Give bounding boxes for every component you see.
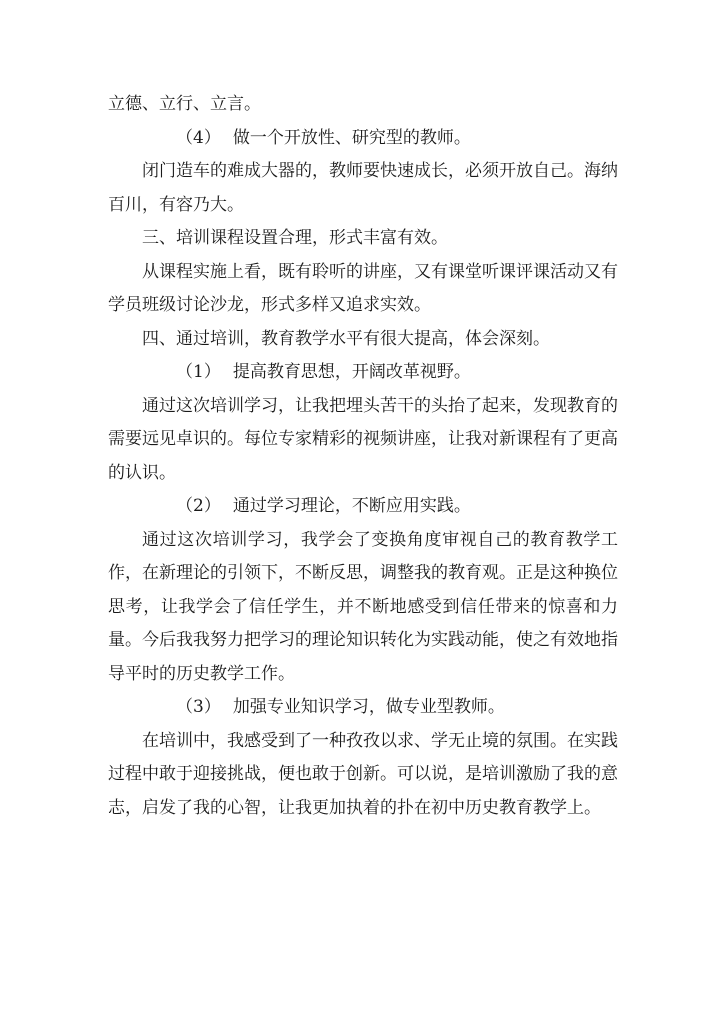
- item-number: （1）: [176, 362, 221, 382]
- section-heading-3: 三、培训课程设置合理，形式丰富有效。: [142, 228, 448, 248]
- item-text: 提高教育思想，开阔改革视野。: [232, 362, 471, 382]
- section-heading-4: 四、通过培训，教育教学水平有很大提高，体会深刻。: [142, 328, 550, 349]
- document-body: [108, 88, 618, 825]
- item-number: （3）: [176, 697, 221, 717]
- item-number: （4）: [176, 127, 221, 148]
- body-paragraph: 在培训中，我感受到了一种孜孜以求、学无止境的氛围。在实践过程中敢于迎接挑战，便也敢于创新。可以说，是培训激励了我的意志，启发了我的心智，让我更加执着的扑在初中历史教育教学上。: [108, 730, 618, 818]
- item-text: 做一个开放性、研究型的教师。: [232, 127, 471, 148]
- paragraph-continuation: 立德、立行、立言。: [108, 94, 261, 114]
- body-paragraph: 从课程实施上看，既有聆听的讲座，又有课堂听课评课活动又有学员班级讨论沙龙，形式多样又追求实效。: [108, 261, 618, 315]
- item-text: 通过学习理论，不断应用实践。: [232, 496, 471, 516]
- numbered-item-3: [108, 691, 618, 725]
- body-paragraph: 通过这次培训学习，让我把埋头苦干的头抬了起来，发现教育的需要远见卓识的。每位专家精彩的视频讲座，让我对新课程有了更高的认识。: [108, 395, 618, 483]
- body-paragraph: 闭门造车的难成大器的，教师要快速成长，必须开放自己。海纳百川，有容乃大。: [108, 161, 618, 215]
- numbered-item-2: [108, 490, 618, 524]
- item-text: 加强专业知识学习，做专业型教师。: [232, 697, 505, 717]
- item-number: （2）: [176, 496, 221, 516]
- body-paragraph: 通过这次培训学习，我学会了变换角度审视自己的教育教学工作，在新理论的引领下，不断反思，调整我的教育观。正是这种换位思考，让我学会了信任学生，并不断地感受到信任带来的惊喜和力量。今后我我努力把学习的理论知识转化为实践动能，使之有效地指导平时的历史教学工作。: [108, 529, 618, 684]
- numbered-item-1: [108, 356, 618, 390]
- numbered-item-4: [108, 122, 618, 156]
